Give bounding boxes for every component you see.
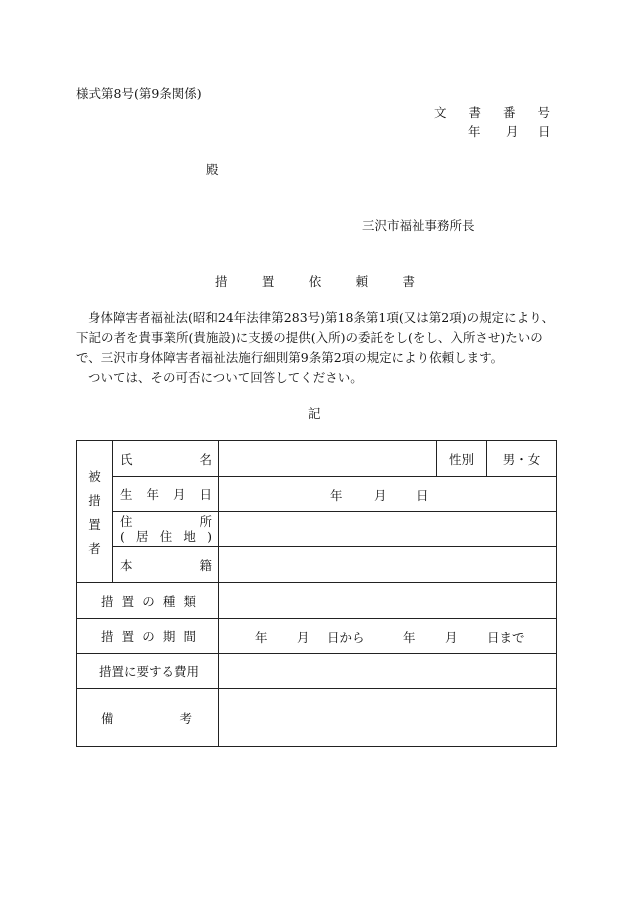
name-label-char: 氏 (120, 451, 133, 467)
name-label-cell (113, 441, 219, 477)
address-value-field[interactable] (219, 512, 557, 547)
address-label-char: 所 (199, 514, 212, 529)
address-label-char: 住 (120, 514, 133, 529)
birth-month-char: 月 (374, 488, 387, 503)
table-row-measure-type (77, 583, 557, 619)
measure-type-label-char: 類 (183, 593, 196, 609)
date-month: 月 (506, 124, 519, 139)
sender-name: 三沢市福祉事務所長 (362, 218, 475, 233)
body-paragraph-2: ついては、その可否について回答してください。 (88, 370, 363, 385)
measure-period-label-cell (77, 619, 219, 654)
birth-year-char: 年 (330, 488, 343, 503)
measure-period-label-char: 間 (183, 629, 196, 644)
group-label (77, 467, 112, 557)
group-label-char: 者 (88, 540, 101, 556)
recipient-table (76, 440, 557, 747)
body-text (76, 308, 556, 388)
birth-label-cell (113, 477, 219, 512)
remarks-label-cell (77, 689, 219, 747)
date-year: 年 (468, 124, 481, 139)
date-day: 日 (538, 124, 551, 139)
domicile-label-cell (113, 547, 219, 583)
cost-value-field[interactable] (219, 654, 557, 689)
measure-type-label-char: の (142, 593, 155, 609)
title-char: 措 (215, 274, 228, 289)
residence-label-char: 地 (183, 529, 196, 544)
table-row-cost (77, 654, 557, 689)
group-label-char: 置 (88, 516, 101, 532)
group-label-char: 被 (88, 468, 101, 484)
birth-label-char: 日 (199, 487, 212, 502)
title-char: 頼 (355, 274, 369, 289)
birth-value-field[interactable] (219, 477, 557, 512)
gender-label: 性別 (437, 441, 487, 477)
period-day-to: 日まで (487, 630, 525, 645)
table-row-domicile (77, 547, 557, 583)
period-year-to: 年 (403, 630, 416, 645)
birth-label-char: 年 (146, 487, 159, 502)
domicile-label-char: 本 (120, 557, 133, 573)
residence-label-char: ) (207, 529, 212, 544)
measure-type-label-char: 種 (162, 593, 176, 609)
group-label-char: 措 (88, 492, 101, 508)
period-month-from: 月 (297, 630, 310, 645)
name-value-field[interactable] (219, 441, 437, 477)
ki-label: 記 (308, 406, 321, 421)
measure-period-label-char: 措 (101, 629, 114, 644)
doc-number-char: 文 (434, 105, 447, 120)
cost-label: 措置に要する費用 (99, 664, 200, 679)
birth-day-char: 日 (416, 488, 429, 503)
measure-period-label-char: 置 (121, 629, 135, 644)
doc-number-char: 書 (468, 105, 481, 120)
domicile-value-field[interactable] (219, 547, 557, 583)
group-label-cell (77, 441, 113, 583)
title-char: 置 (261, 274, 275, 289)
period-year-from: 年 (255, 630, 268, 645)
remarks-value-field[interactable] (219, 689, 557, 747)
address-label-cell (113, 512, 219, 547)
body-paragraph-1: 身体障害者福祉法(昭和24年法律第283号)第18条第1項(又は第2項)の規定により、下記の者を貴事業所(貴施設)に支援の提供(入所)の委託をし(をし、入所させ)たいので、三沢市身体障害者福祉法施行細則第9条第2項の規定により依頼します。 (76, 310, 555, 365)
table-row-name (77, 441, 557, 477)
birth-label-char: 月 (172, 487, 186, 502)
remarks-label-char: 考 (179, 710, 192, 726)
domicile-label-char: 籍 (199, 557, 212, 573)
cost-label-cell (77, 654, 219, 689)
period-month-to: 月 (445, 630, 458, 645)
period-day-from: 日から (327, 630, 365, 645)
residence-label-char: 住 (159, 529, 173, 544)
doc-number-char: 番 (502, 105, 516, 120)
name-label-char: 名 (199, 451, 212, 467)
measure-type-label-cell (77, 583, 219, 619)
residence-label-char: 居 (136, 529, 149, 544)
gender-options[interactable]: 男・女 (487, 441, 557, 477)
residence-label-char: ( (120, 529, 125, 544)
measure-period-value-field[interactable] (219, 619, 557, 654)
document-title (215, 272, 415, 290)
table-row-remarks (77, 689, 557, 747)
title-char: 依 (308, 274, 322, 289)
remarks-label-char: 備 (101, 710, 114, 726)
table-row-measure-period (77, 619, 557, 654)
measure-period-label-char: の (142, 629, 155, 644)
table-row-address (77, 512, 557, 547)
doc-number-char: 号 (537, 105, 550, 120)
measure-type-value-field[interactable] (219, 583, 557, 619)
document-number-label (434, 103, 550, 121)
measure-period-label-char: 期 (162, 629, 176, 644)
addressee-honorific: 殿 (206, 162, 219, 177)
measure-type-label-char: 措 (101, 593, 114, 609)
form-number: 様式第8号(第9条関係) (76, 86, 202, 101)
birth-label-char: 生 (120, 487, 133, 502)
measure-type-label-char: 置 (121, 593, 135, 609)
title-char: 書 (402, 274, 415, 289)
table-row-birth (77, 477, 557, 512)
